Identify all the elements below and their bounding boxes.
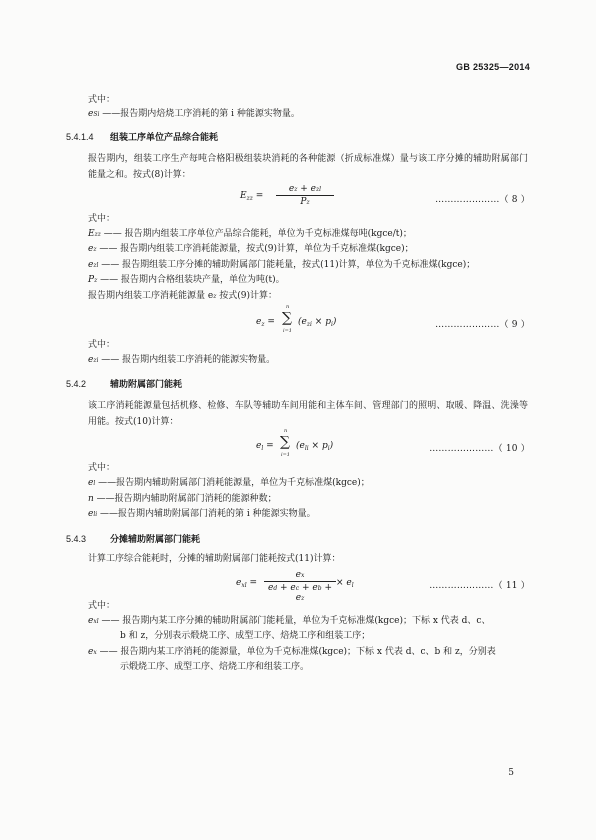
eq-symbol: e xyxy=(256,317,262,327)
eq9-formula xyxy=(256,317,275,328)
symbol-sub: zz xyxy=(94,231,101,238)
definition-text: —— 报告期内组装工序消耗的能源实物量。 xyxy=(101,355,276,365)
section-title: 组装工序单位产品综合能耗 xyxy=(110,132,219,142)
eq11-lhs xyxy=(236,578,257,589)
definition-ez xyxy=(88,243,414,256)
text: 报告期内组装工序消耗能源量 e xyxy=(88,291,214,301)
definition-ezz xyxy=(88,228,412,241)
eq-sub: c xyxy=(295,585,300,592)
eq-symbol: × p xyxy=(311,317,331,327)
symbol-sub: Si xyxy=(93,111,100,118)
eq-symbol: e xyxy=(236,578,242,588)
section-title: 辅助附属部门能耗 xyxy=(110,379,183,389)
eq-symbol: (e xyxy=(296,441,305,451)
eq-symbol: ) xyxy=(329,441,334,451)
sigma-symbol: ∑ xyxy=(280,434,290,450)
definition-text: —— 报告期内组装工序消耗能源量，按式(9)计算，单位为千克标准煤(kgce)； xyxy=(99,244,414,254)
symbol: n xyxy=(88,494,94,504)
symbol: P xyxy=(88,275,95,285)
definition-eli xyxy=(88,508,316,521)
eq-sub: z xyxy=(301,595,305,602)
symbol: e xyxy=(88,355,94,365)
eq8-numerator xyxy=(276,184,334,194)
definition-text: —— 报告期内某工序分摊的辅助附属部门能耗量，单位为千克标准煤(kgce)；下标 x 代表 d、c、 xyxy=(101,616,491,626)
eq-symbol: × e xyxy=(336,578,352,588)
eq11-denominator xyxy=(264,583,336,603)
eq-symbol: (e xyxy=(298,317,307,327)
eq10-sum-top: n xyxy=(284,428,288,434)
fraction-bar xyxy=(264,581,336,582)
symbol-sub: z xyxy=(93,246,97,253)
eq-symbol: + e xyxy=(277,583,296,593)
symbol-sub: x xyxy=(93,649,97,656)
text: 按式(9)计算： xyxy=(216,291,277,301)
eq-symbol: e xyxy=(268,583,274,593)
eq11-times xyxy=(336,578,354,589)
eq-sub: x xyxy=(300,572,305,579)
symbol: e xyxy=(88,244,94,254)
eq-symbol: e xyxy=(256,441,262,451)
eq-sub: z xyxy=(261,321,265,328)
definition-esi xyxy=(88,108,300,121)
eq8-fraction xyxy=(276,184,334,207)
definition-text: ——报告期内辅助附属部门消耗的能源种数； xyxy=(96,494,277,504)
eq9-number: …………………（ 9 ） xyxy=(435,320,530,330)
eq-symbol: + e xyxy=(297,184,316,194)
symbol: e xyxy=(88,478,94,488)
definition-text: —— 报告期内某工序消耗的能源量，单位为千克标准煤(kgce)；下标 x 代表 d、c、b 和 z，分别表 xyxy=(99,647,496,657)
eq-sub: z xyxy=(306,199,310,206)
section-number: 5.4.1.4 xyxy=(66,132,94,142)
eq-symbol: × p xyxy=(308,441,328,451)
eq-symbol: e xyxy=(288,184,295,194)
eq-symbol: = xyxy=(264,317,275,327)
definition-exl xyxy=(88,615,490,628)
section-number: 5.4.2 xyxy=(66,379,87,389)
symbol: e xyxy=(88,109,94,119)
eq-symbol: P xyxy=(300,197,307,207)
definition-text: —— 报告期内组装工序单位产品综合能耗，单位为千克标准煤每吨(kgce/t)； xyxy=(103,229,412,239)
symbol: e xyxy=(88,509,94,519)
symbol: e xyxy=(88,616,94,626)
symbol-sub: z xyxy=(94,277,98,284)
eq-symbol: e xyxy=(295,570,301,580)
eq10-sum-bottom: i=1 xyxy=(281,452,290,458)
paragraph-5414: 报告期内，组装工序生产每吨合格阳极组装块消耗的各种能源（折成标准煤）量与该工序分摊的辅助附属部门能量之和。按式(8)计算： xyxy=(88,154,528,180)
eq-sub: zl xyxy=(316,186,322,193)
symbol: e xyxy=(88,647,94,657)
eq9-sum-top: n xyxy=(286,304,290,310)
definition-pz xyxy=(88,274,285,287)
eq-symbol: + e xyxy=(299,583,318,593)
definition-ex-cont: 示煅烧工序、成型工序、焙烧工序和组装工序。 xyxy=(120,662,310,672)
eq-sub: zz xyxy=(246,195,253,202)
eq8-lhs: $E_{zz}$ = xyxy=(240,191,264,202)
eq11-fraction xyxy=(264,570,336,603)
definition-n xyxy=(88,493,277,505)
eq8-number: …………………（ 8 ） xyxy=(435,195,530,205)
symbol-sub: zi xyxy=(93,357,99,364)
symbol-sub: zl xyxy=(93,262,99,269)
symbol-sub: z xyxy=(213,293,217,300)
definition-el xyxy=(88,477,370,490)
definition-ezl xyxy=(88,259,475,272)
eq11-number: …………………（ 11 ） xyxy=(429,581,530,591)
paragraph-543: 计算工序综合能耗时，分摊的辅助附属部门能耗按式(11)计算： xyxy=(88,554,341,564)
eq-sub: xl xyxy=(241,582,247,589)
symbol-sub: li xyxy=(93,511,98,518)
eq-sub: i xyxy=(330,321,333,328)
section-heading-542 xyxy=(66,377,182,390)
fraction-bar xyxy=(276,195,334,196)
eq-symbol: + e xyxy=(295,583,332,603)
definition-ezi xyxy=(88,354,275,367)
eq10-number: …………………（ 10 ） xyxy=(429,444,530,454)
page-number: 5 xyxy=(508,768,514,778)
eq9-sum-bottom: i=1 xyxy=(283,328,292,334)
definition-text: —— 报告期内合格组装块产量，单位为吨(t)。 xyxy=(100,275,285,285)
section-number: 5.4.3 xyxy=(66,534,87,544)
symbol-sub: xl xyxy=(93,618,99,625)
symbol: e xyxy=(88,260,94,270)
paragraph-eq9-intro xyxy=(88,290,277,303)
eq-symbol: = xyxy=(263,441,274,451)
where-label: 式中： xyxy=(88,95,116,105)
eq-sub: i xyxy=(327,445,330,452)
eq-symbol: E xyxy=(240,191,247,201)
eq-sub: l xyxy=(261,445,264,452)
eq-sub: b xyxy=(317,585,322,592)
where-label: 式中： xyxy=(88,601,116,611)
sigma-symbol: ∑ xyxy=(282,310,292,326)
eq9-body xyxy=(298,317,336,328)
definition-text: ——报告期内辅助附属部门消耗能源量，单位为千克标准煤(kgce)； xyxy=(98,478,370,488)
eq-sub: l xyxy=(351,582,354,589)
definition-ex xyxy=(88,646,496,659)
eq10-body xyxy=(296,441,333,452)
eq10-formula xyxy=(256,441,274,452)
where-label: 式中： xyxy=(88,340,116,350)
section-title: 分摊辅助附属部门能耗 xyxy=(110,534,201,544)
eq11-numerator xyxy=(264,570,336,580)
section-heading-5414 xyxy=(66,130,218,143)
where-label: 式中： xyxy=(88,463,116,473)
eq-sub: d xyxy=(273,585,278,592)
eq-symbol: ) xyxy=(332,317,337,327)
eq-sub: zi xyxy=(306,321,312,328)
definition-exl-cont: b 和 z，分别表示煅烧工序、成型工序、焙烧工序和组装工序； xyxy=(120,631,371,641)
section-heading-543 xyxy=(66,532,200,545)
eq8-denominator xyxy=(276,197,334,207)
eq-symbol: = xyxy=(246,578,258,588)
paragraph-542: 该工序消耗能源量包括机修、检修、车队等辅助车间用能和主体车间、管理部门的照明、取暖、降温、洗澡等用能。按式(10)计算： xyxy=(88,401,528,427)
symbol-sub: l xyxy=(93,480,96,487)
symbol: E xyxy=(88,229,95,239)
standard-number-header: GB 25325—2014 xyxy=(456,62,530,72)
eq-sub: z xyxy=(294,186,298,193)
eq-sub: li xyxy=(304,445,309,452)
definition-text: —— 报告期组装工序分摊的辅助附属部门能耗量，按式(11)计算，单位为千克标准煤(kgce)； xyxy=(101,260,476,270)
where-label: 式中： xyxy=(88,214,116,224)
definition-text: ——报告期内焙烧工序消耗的第 i 种能源实物量。 xyxy=(102,109,300,119)
definition-text: ——报告期内辅助附属部门消耗的第 i 种能源实物量。 xyxy=(100,509,316,519)
